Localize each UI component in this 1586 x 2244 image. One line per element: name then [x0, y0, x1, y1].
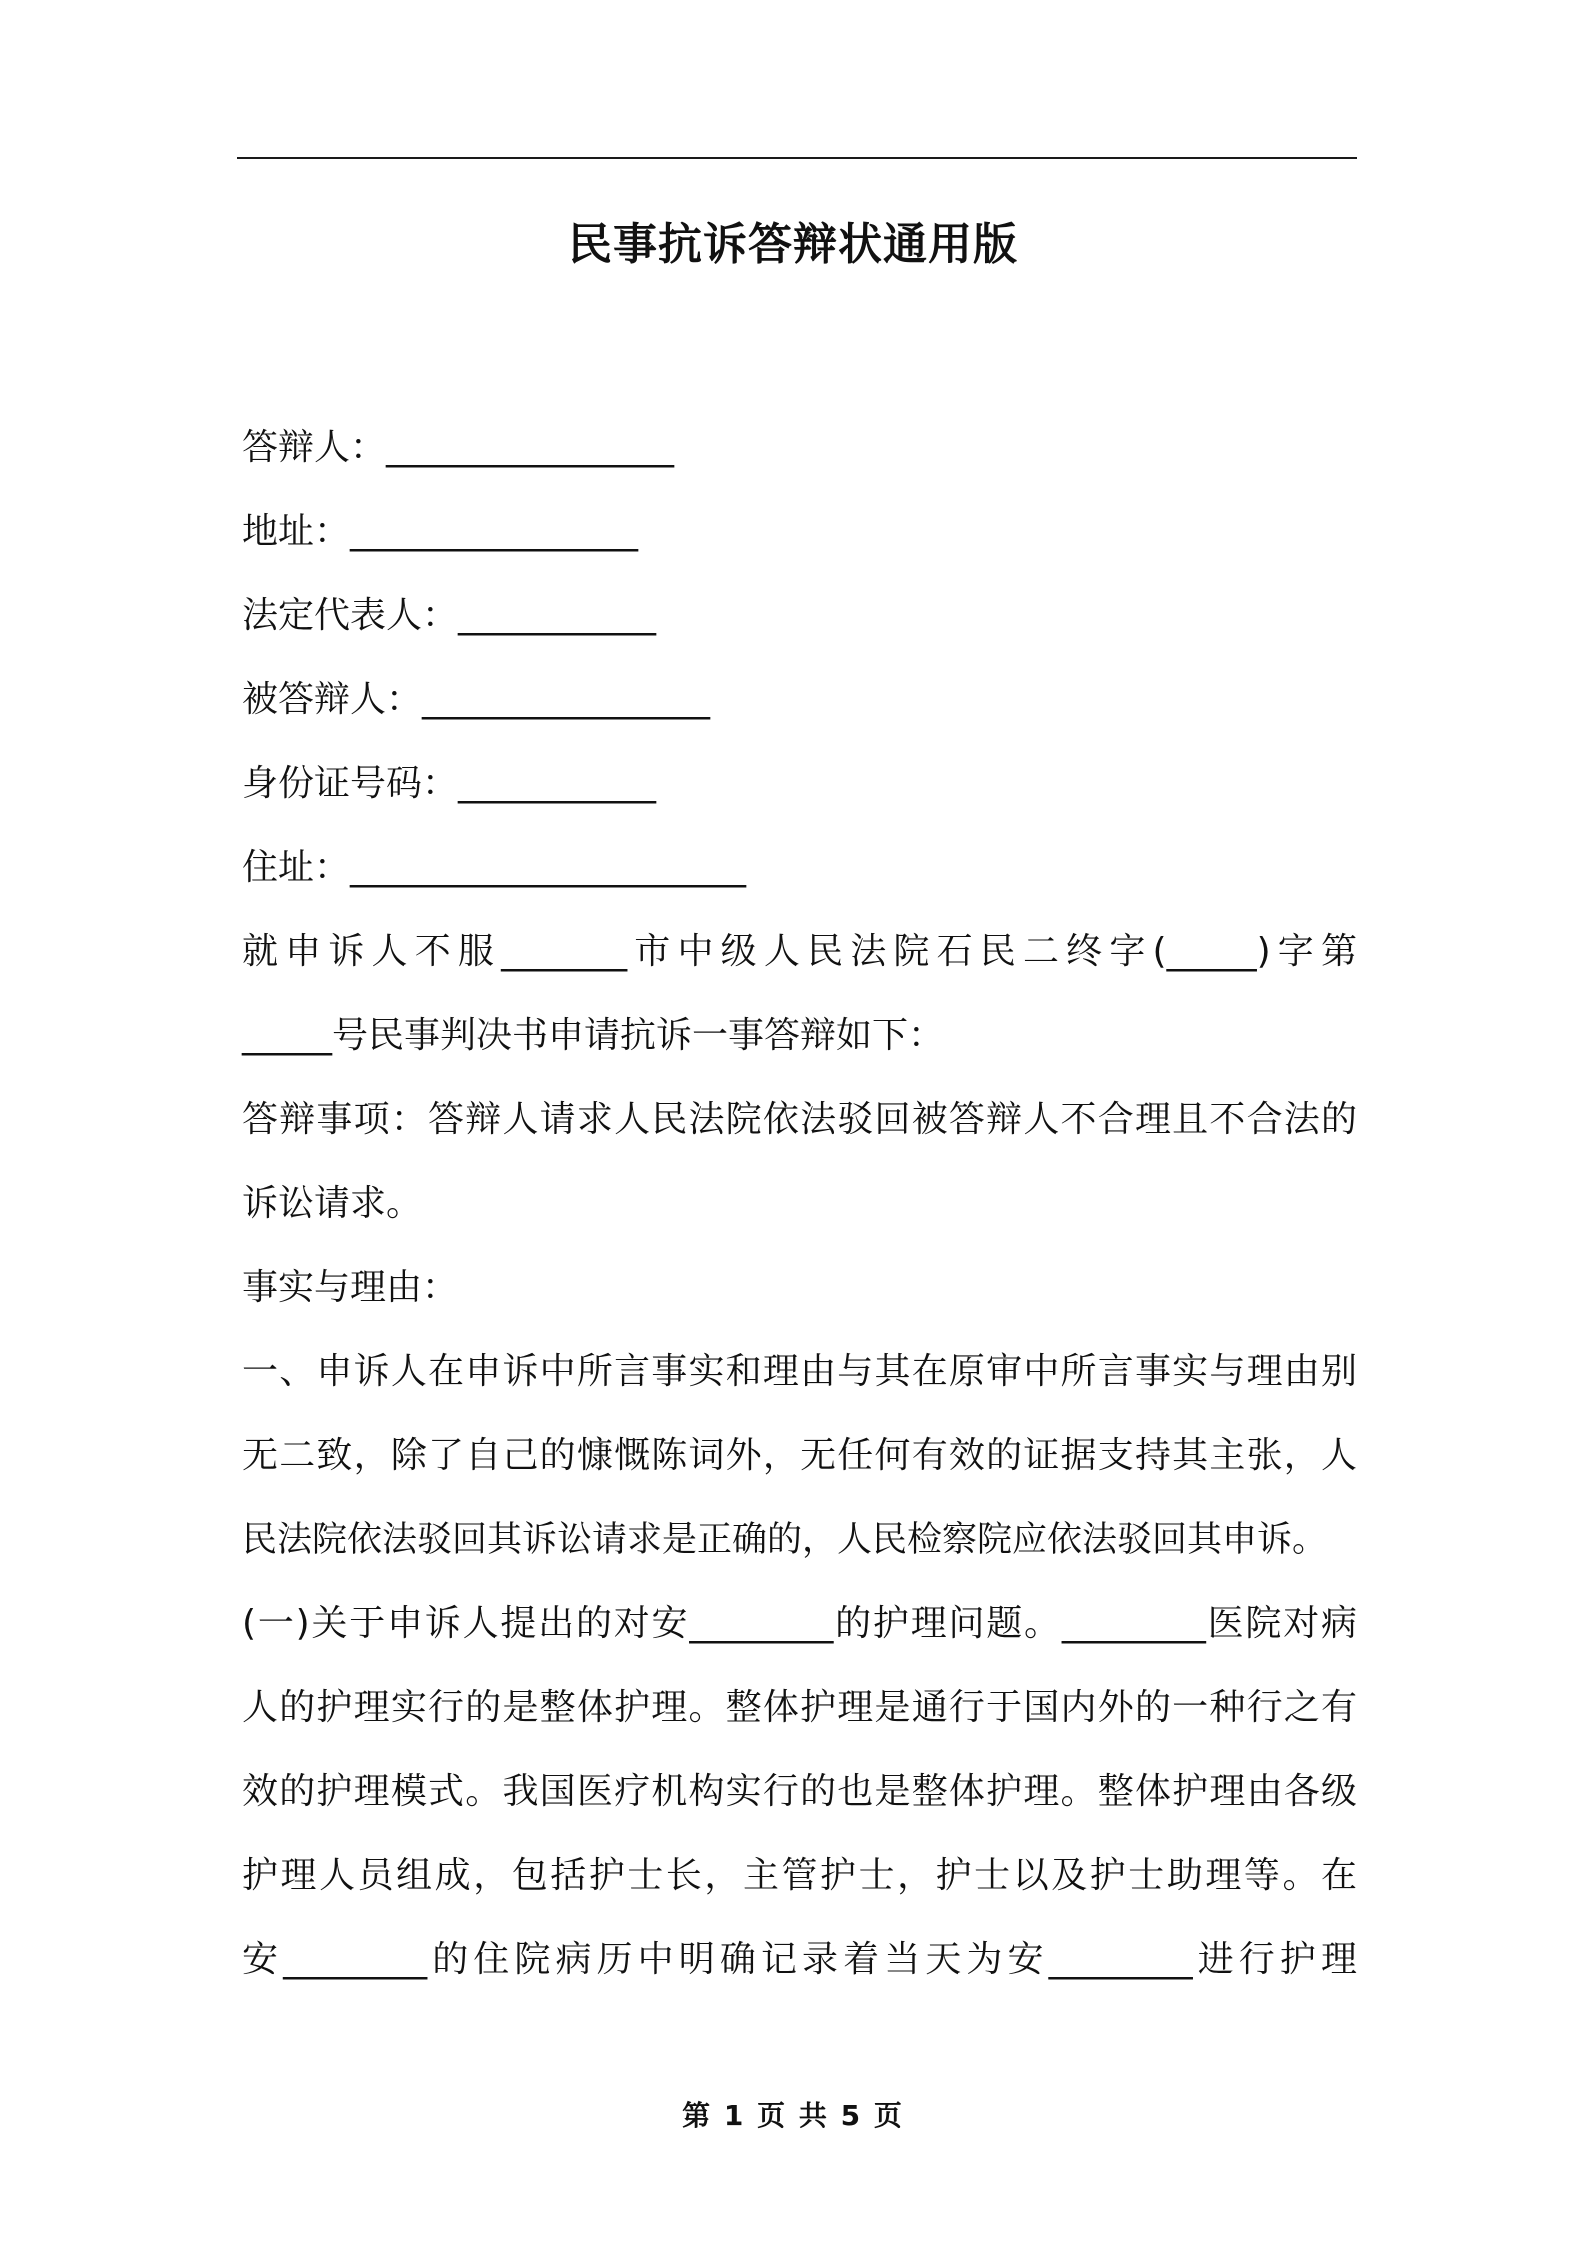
- paragraph-line: 安________的住院病历中明确记录着当天为安________进行护理: [242, 1939, 1357, 1980]
- field-other-party: 被答辩人：________________: [242, 679, 711, 720]
- header-rule: [237, 157, 1357, 159]
- paragraph-line: 护理人员组成，包括护士长，主管护士，护士以及护士助理等。在: [242, 1855, 1357, 1896]
- paragraph-line: 就申诉人不服_______市中级人民法院石民二终字(_____)字第: [242, 931, 1357, 972]
- document-body: [242, 406, 1357, 2002]
- field-address: 地址：________________: [242, 511, 639, 552]
- page-number-footer: 第 1 页 共 5 页: [682, 2099, 904, 2132]
- section-heading: 事实与理由：: [242, 1267, 459, 1308]
- field-residence: 住址：______________________: [242, 847, 747, 888]
- paragraph-line: 人的护理实行的是整体护理。整体护理是通行于国内外的一种行之有: [242, 1687, 1357, 1728]
- paragraph-line: (一)关于申诉人提出的对安________的护理问题。________医院对病: [242, 1603, 1357, 1644]
- paragraph-line: 无二致，除了自己的慷慨陈词外，无任何有效的证据支持其主张，人: [242, 1435, 1357, 1476]
- paragraph-line: 民法院依法驳回其诉讼请求是正确的，人民检察院应依法驳回其申诉。: [242, 1520, 1328, 1560]
- paragraph-line: 效的护理模式。我国医疗机构实行的也是整体护理。整体护理由各级: [242, 1771, 1357, 1812]
- page-title: 民事抗诉答辩状通用版: [568, 219, 1018, 270]
- field-id-number: 身份证号码：___________: [242, 763, 657, 804]
- paragraph-line: 一、申诉人在申诉中所言事实和理由与其在原审中所言事实与理由别: [242, 1351, 1357, 1392]
- paragraph-line: 答辩事项：答辩人请求人民法院依法驳回被答辩人不合理且不合法的: [242, 1099, 1357, 1140]
- paragraph-line: _____号民事判决书申请抗诉一事答辩如下：: [242, 1015, 945, 1056]
- field-respondent: 答辩人：________________: [242, 427, 675, 468]
- field-legal-representative: 法定代表人：___________: [242, 595, 657, 636]
- paragraph-line: 诉讼请求。: [242, 1183, 423, 1224]
